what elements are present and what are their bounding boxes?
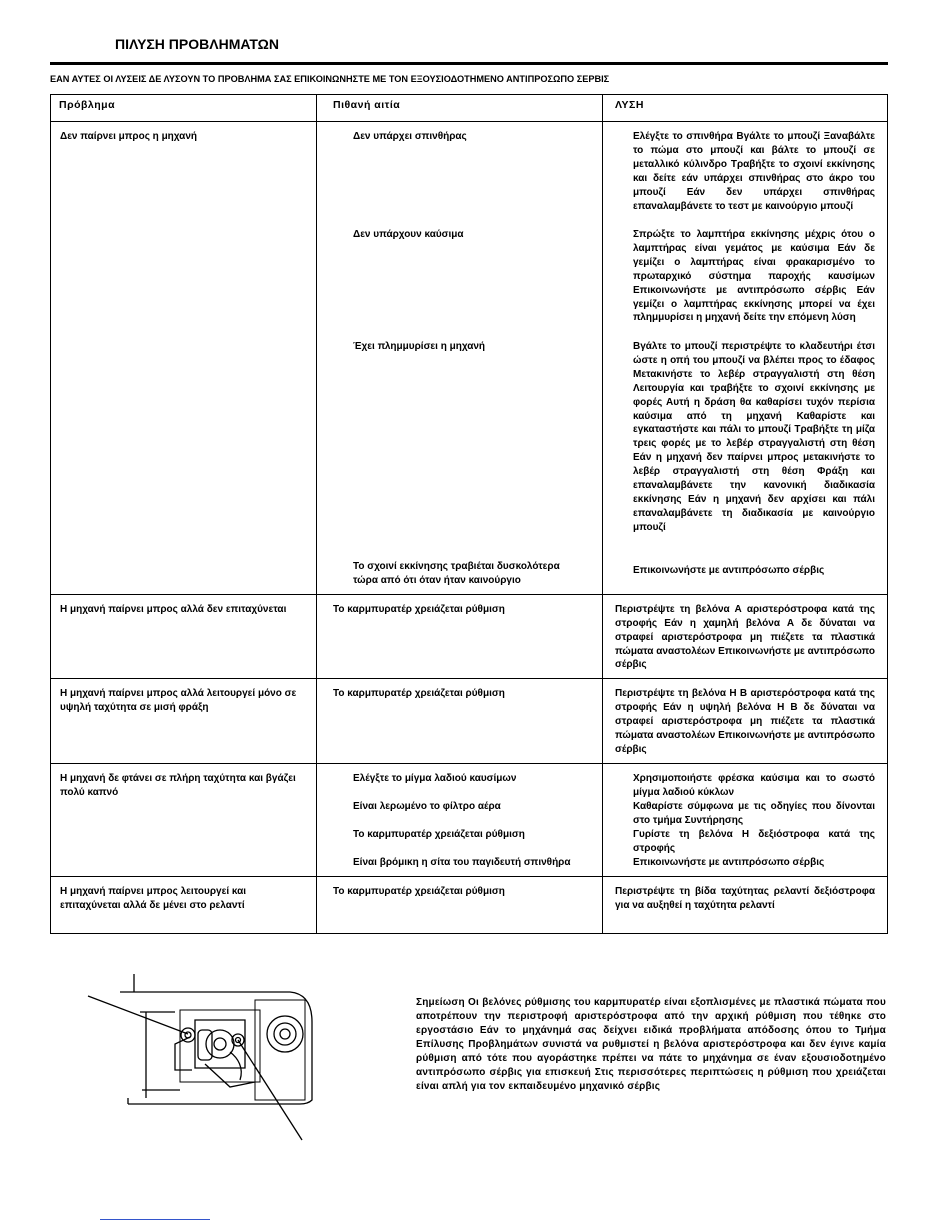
page-title: ΠΙΛΥΣΗ ΠΡΟΒΛΗΜΑΤΩΝ [115,36,279,52]
problem-cell: Η μηχανή παίρνει μπρος λειτουργεί και επιταχύνεται αλλά δε μένει στο ρελαντί [60,885,247,911]
cause-item: Ελέγξτε το μίγμα λαδιού καυσίμων [353,772,517,784]
cause-item: Δεν υπάρχουν καύσιμα [353,229,464,240]
cause-item: Είναι λερωμένο το φίλτρο αέρα [353,800,501,812]
solution-item: Ελέγξτε το σπινθήρα Βγάλτε το μπουζί Ξαναβάλτε το πώμα στο μπουζί και βάλτε το μπουζί σε μεταλλικό κύλινδρο Τραβήξτε το σχοινί εκκίνησης και δείτε εάν υπάρχει σπινθήρας στο άκρο του μπουζί Εάν δεν υπάρχει σπινθήρας επαναλαμβάνετε το τεστ με καινούργιο μπουζί [633,131,875,212]
cause-item: Το σχοινί εκκίνησης τραβιέται δυσκολότερα τώρα από ότι όταν ήταν καινούργιο [353,561,560,586]
solution-item: Σπρώξτε το λαμπτήρα εκκίνησης μέχρις ότου ο λαμπτήρας είναι γεμάτος με καύσιμα Εάν δε γεμίζει ο λαμπτήρας είναι φρακαρισμένο το πρωταρχικό σύστημα παροχής καυσίμων Επικοινωνήστε με αντιπρόσωπο σέρβις Εάν γεμίζει ο λαμπτήρας εκκίνησης μπορεί να έχει πλημμυρίσει η μηχανή δείτε την επόμενη λύση [633,229,875,324]
solution-cell: Περιστρέψτε τη βελόνα Α αριστερόστροφα κατά της στροφής Εάν η χαμηλή βελόνα Α δε δύναται να στραφεί αριστερόστροφα μη πιέζετε τα πλαστικά πώματα αναστολέων Επικοινωνήστε με αντιπρόσωπο σέρβις [615,603,875,671]
solution-item: Χρησιμοποιήστε φρέσκα καύσιμα και το σωστό μίγμα λαδιού κύκλων [633,772,875,798]
warning-banner: ΕΑΝ ΑΥΤΕΣ ΟΙ ΛΥΣΕΙΣ ΔΕ ΛΥΣΟΥΝ ΤΟ ΠΡΟΒΛΗΜΑ ΣΑΣ ΕΠΙΚΟΙΝΩΝΗΣΤΕ ΜΕ ΤΟΝ ΕΞΟΥΣΙΟΔΟΤΗΜΕΝΟ ΑΝΤΙΠΡΟΣΩΠΟ ΣΕΡΒΙΣ [50,74,610,84]
solution-cell: Περιστρέψτε τη βελόνα Η Β αριστερόστροφα κατά της στροφής Εάν η υψηλή βελόνα Η Β δε δύναται να στραφεί αριστερόστροφα μη πιέζετε τα πλαστικά πώματα αναστολέων Επικοινωνήστε με αντιπρόσωπο σέρβις [615,688,875,755]
solution-item: Γυρίστε τη βελόνα Η δεξιόστροφα κατά της στροφής [633,828,875,854]
header-cause: Πιθανή αιτία [317,95,603,122]
header-solution: ΛΥΣΗ [603,95,888,122]
solution-item: Βγάλτε το μπουζί περιστρέψτε το κλαδευτήρι έτσι ώστε η οπή του μπουζί να βλέπει προς το έδαφος Μετακινήστε το λεβέρ στραγγαλιστή στη θέση Λειτουργία και τραβήξτε το σχοινί εκκίνησης με φορές Αυτή η δράση θα καθαρίσει τυχόν περίσια καύσιμα από τη μηχανή Καθαρίστε και εγκαταστήστε και πάλι το μπουζί Τραβήξτε τη μίζα τρεις φορές με το λεβέρ στραγγαλιστή στη θέση Εάν η μηχανή δεν παίρνει μπρος μετακινήστε το λεβέρ στραγγαλιστή στη θέση Φράξη και επαναλαμβάνετε την κανονική διαδικασία εκκίνησης Εάν η μηχανή δεν αρχίσει και πάλι επαναλαμβάνετε τη διαδικασία με καινούργιο μπουζί [633,341,875,533]
table-row [51,594,888,679]
solution-cell: Περιστρέψτε τη βίδα ταχύτητας ρελαντί δεξιόστροφα για να αυξηθεί η ταχύτητα ρελαντί [615,885,875,911]
solution-item: Επικοινωνήστε με αντιπρόσωπο σέρβις [633,565,825,576]
problem-cell: Η μηχανή παίρνει μπρος αλλά λειτουργεί μόνο σε υψηλή ταχύτητα σε μισή φράξη [60,688,297,714]
cause-cell: Το καρμπυρατέρ χρειάζεται ρύθμιση [333,885,505,897]
footer-underline [100,1219,210,1220]
solution-item: Επικοινωνήστε με αντιπρόσωπο σέρβις [633,856,825,868]
cause-item: Το καρμπυρατέρ χρειάζεται ρύθμιση [353,828,525,840]
table-row [51,122,888,595]
cause-item: Έχει πλημμυρίσει η μηχανή [353,341,486,352]
cause-cell: Το καρμπυρατέρ χρειάζεται ρύθμιση [333,603,505,615]
solution-item: Καθαρίστε σύμφωνα με τις οδηγίες που δίνονται στο τμήμα Συντήρησης [633,800,875,826]
carburetor-diagram [80,972,320,1142]
table-header-row [51,95,888,122]
note-paragraph: Σημείωση Οι βελόνες ρύθμισης του καρμπυρατέρ είναι εξοπλισμένες με πλαστικά πώματα που αποτρέπουν την περιστροφή αριστερόστροφα από την αρχική ρύθμιση που τέθηκε στο εργοστάσιο Εάν το μηχάνημά σας δείχνει ειδικά προβλήματα απόδοσης όπου το Τμήμα Επίλυσης Προβλημάτων συνιστά να ρυθμιστεί η βελόνα αριστερόστροφα και δεν έγινε καμία ρύθμιση από τότε που αγοράστηκε πρέπει να πάτε το μηχάνημα σε έναν εξουσιοδοτημένο αντιπρόσωπο σέρβις για επισκευή Στις περισσότερες περιπτώσεις η ρύθμιση που χρειάζεται είναι απλή για τον εκπαιδευμένο μηχανικό σέρβις [416,997,886,1092]
cause-cell: Το καρμπυρατέρ χρειάζεται ρύθμιση [333,688,505,700]
problem-cell: Η μηχανή δε φτάνει σε πλήρη ταχύτητα και βγάζει πολύ καπνό [60,772,296,798]
title-divider [50,62,888,65]
problem-cell: Δεν παίρνει μπρος η μηχανή [60,131,198,142]
table-row [51,763,888,876]
cause-item: Δεν υπάρχει σπινθήρας [353,131,467,142]
table-row [51,876,888,933]
troubleshooting-table [50,94,888,934]
cause-item: Είναι βρόμικη η σίτα του παγιδευτή σπινθήρα [353,856,571,868]
problem-cell: Η μηχανή παίρνει μπρος αλλά δεν επιταχύνεται [60,603,287,615]
header-problem: Πρόβλημα [51,95,317,122]
table-row [51,679,888,764]
